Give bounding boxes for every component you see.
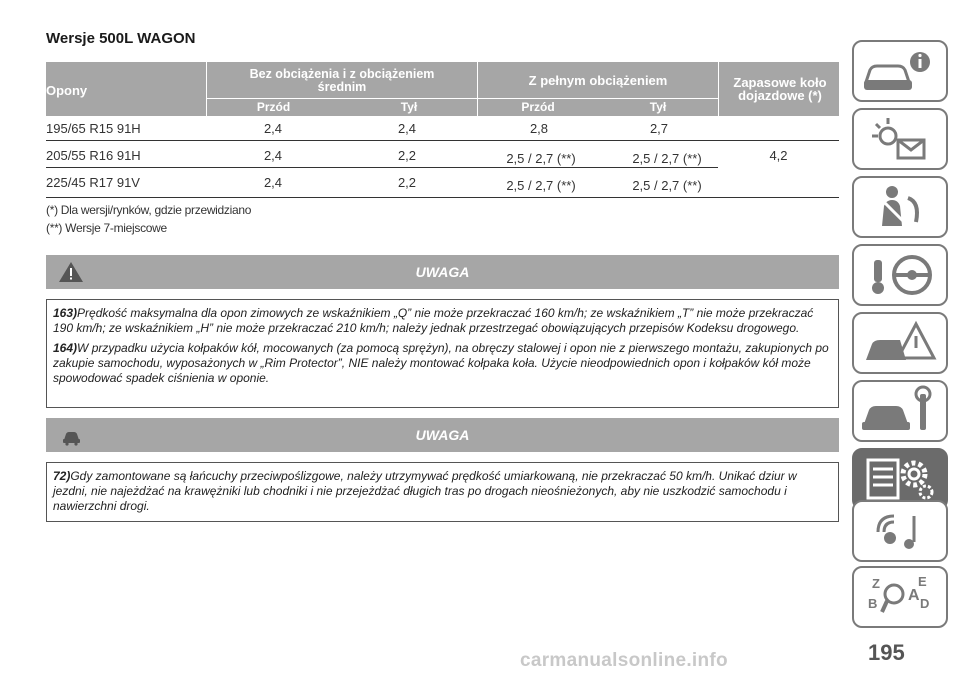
warning-title: UWAGA <box>415 264 470 280</box>
table-row <box>46 143 718 168</box>
pressure-value: 2,4 <box>263 175 283 190</box>
warning-text: Gdy zamontowane są łańcuchy przeciwpoślizgowe, należy utrzymywać prędkość umiarkowaną, nie przekraczać 50 km/h. Unikać dziur w jezdni, nie najeżdżać na krawężniki lub chodniki i nie przejeżdżać długich tras po drogach nieośnieżonych, aby nie uszkodzić samochodu i nawierzchni drogi. <box>53 469 797 513</box>
svg-text:B: B <box>868 596 878 611</box>
pressure-value: 2,5 / 2,7 (**) <box>632 178 702 193</box>
svg-text:D: D <box>920 596 930 611</box>
pressure-value: 2,4 <box>397 121 417 136</box>
header-spare-wheel: Zapasowe koło dojazdowe (*) <box>733 75 827 103</box>
seatbelt-icon <box>854 178 946 236</box>
warning-paragraph <box>53 469 832 514</box>
tab-index[interactable] <box>852 566 948 628</box>
emergency-car-icon <box>854 314 946 372</box>
tab-lights[interactable] <box>852 108 948 170</box>
svg-text:E: E <box>918 574 927 589</box>
tab-maintenance[interactable] <box>852 380 948 442</box>
subheader-rear: Tył <box>400 100 418 114</box>
steering-wheel-icon <box>854 246 946 304</box>
multimedia-icon <box>854 502 946 560</box>
warning-paragraph <box>53 341 832 386</box>
pressure-value: 2,8 <box>529 121 549 136</box>
subheader-front: Przód <box>521 100 555 114</box>
footnote: (**) Wersje 7-miejscowe <box>46 221 167 235</box>
pressure-value: 2,2 <box>397 148 417 163</box>
header-unloaded: Bez obciążenia i z obciążeniem średnim <box>249 67 435 94</box>
warning-text: Prędkość maksymalna dla opon zimowych ze wskaźnikiem „Q” nie może przekraczać 160 km/h; ze wskaźnikiem „T” nie może przekraczać 190 km/h; ze wskaźnikiem „H” nie może przekraczać 210 km/h; należy jednak przestrzegać obowiązujących przepisów Kodeksu drogowego. <box>53 306 814 335</box>
table-row <box>46 170 718 195</box>
subheader-front: Przód <box>256 100 291 114</box>
tab-dashboard[interactable] <box>852 40 948 102</box>
subheader-rear: Tył <box>649 100 667 114</box>
warning-lights-icon <box>854 110 946 168</box>
pressure-value: 2,5 / 2,7 (**) <box>506 178 576 193</box>
footnote: (*) Dla wersji/rynków, gdzie przewidziano <box>46 203 252 217</box>
warning-body <box>46 462 839 522</box>
section-title: Wersje 500L WAGON <box>46 30 196 47</box>
table-header <box>46 62 839 116</box>
alphabet-index-icon <box>854 568 946 626</box>
table-bottom-rule <box>46 197 839 198</box>
svg-text:A: A <box>908 587 920 604</box>
svg-text:Z: Z <box>872 576 880 591</box>
pressure-value: 2,7 <box>649 121 669 136</box>
tab-driving[interactable] <box>852 244 948 306</box>
header-divider <box>718 62 719 116</box>
warning-body <box>46 299 839 408</box>
car-info-icon <box>854 42 946 100</box>
spare-wheel-pressure: 4,2 <box>769 148 788 163</box>
warning-header <box>46 255 839 289</box>
pressure-value: 2,5 / 2,7 (**) <box>506 151 576 166</box>
tyre-size: 225/45 R17 91V <box>46 175 140 190</box>
pressure-value: 2,2 <box>397 175 417 190</box>
tyre-size: 195/65 R15 91H <box>46 121 141 136</box>
header-tyres: Opony <box>46 83 88 98</box>
pressure-value: 2,4 <box>263 121 283 136</box>
page-number: 195 <box>868 640 905 665</box>
tab-emergency[interactable] <box>852 312 948 374</box>
note-number: 72) <box>53 469 71 483</box>
watermark: carmanualsonline.info <box>520 650 728 671</box>
warning-title: UWAGA <box>415 427 470 443</box>
warning-paragraph <box>53 306 832 336</box>
tab-safety[interactable] <box>852 176 948 238</box>
warning-header <box>46 418 839 452</box>
note-number: 163) <box>53 306 78 320</box>
warning-text: W przypadku użycia kołpaków kół, mocowanych (za pomocą sprężyn), na obręczy stalowej i opon nie z pierwszego montażu, zakupionych po zakupie samochodu, wyposażonych w „Rim Protector”, NIE należy montować kołpaka koła. Użycie nieodpowiednich opon i kołpaków kół może spowodować spadek ciśnienia w oponie. <box>53 341 829 385</box>
pressure-value: 2,5 / 2,7 (**) <box>632 151 702 166</box>
car-wrench-icon <box>854 382 946 440</box>
pressure-value: 2,4 <box>263 148 283 163</box>
tab-multimedia[interactable] <box>852 500 948 562</box>
header-full-load: Z pełnym obciążeniem <box>528 73 668 88</box>
note-number: 164) <box>53 341 78 355</box>
tyre-size: 205/55 R16 91H <box>46 148 141 163</box>
